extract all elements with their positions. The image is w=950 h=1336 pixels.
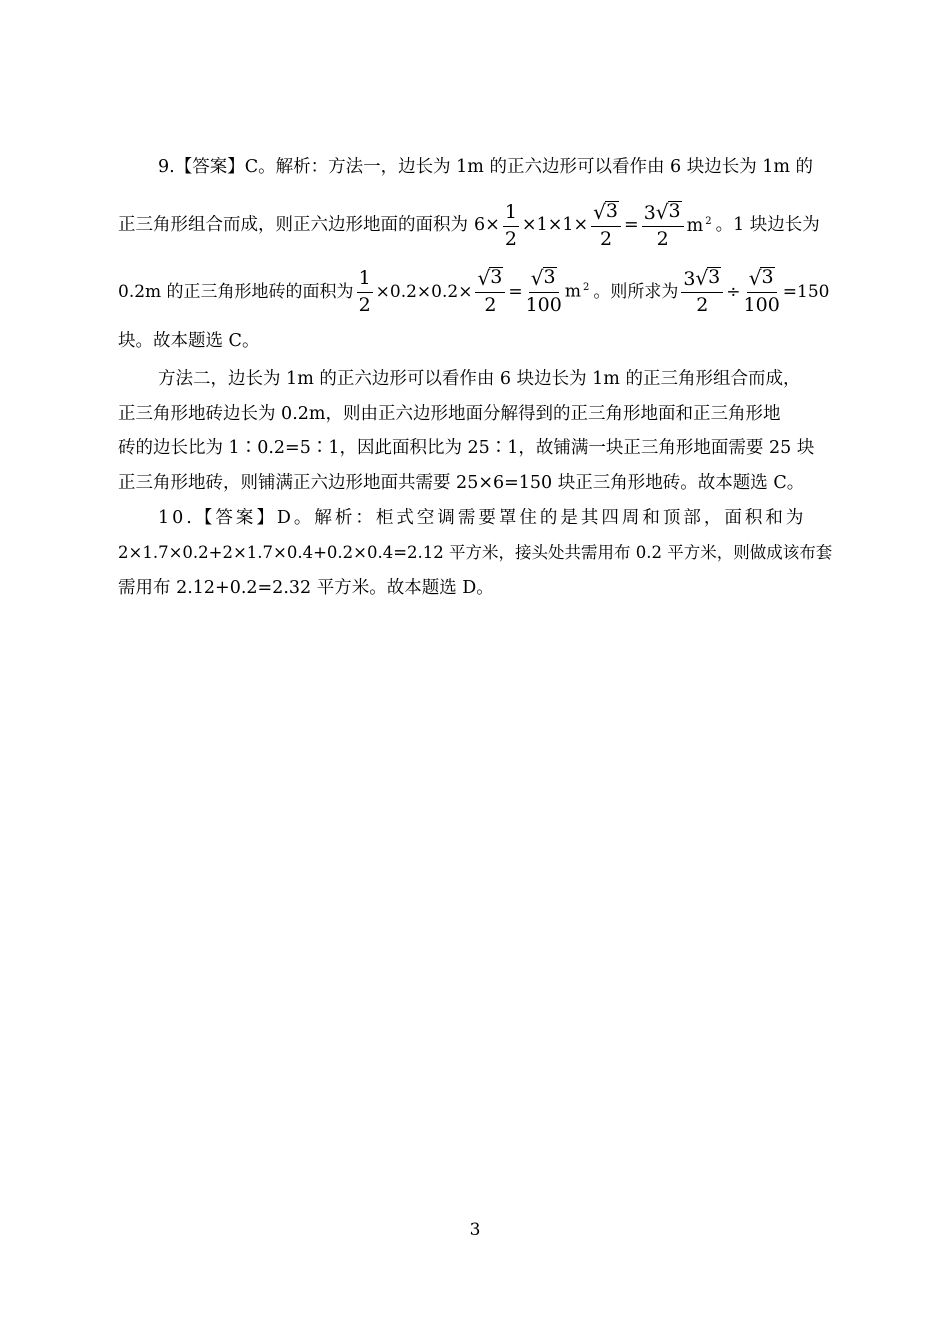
page-number: 3	[469, 1220, 481, 1240]
math-text: =	[508, 281, 523, 302]
q9-line-2	[118, 196, 832, 256]
fraction-sqrt3-over-100: √ 3 100	[525, 265, 562, 317]
sqrt-symbol: √ 3	[695, 265, 721, 290]
unit-square-meter: m $^2$	[564, 281, 590, 302]
math-text: ×0.2×0.2×	[375, 281, 473, 302]
fraction-3sqrt3-over-2: 3 √ 3 2	[681, 267, 723, 318]
math-text: 6×	[474, 215, 500, 236]
q10-line-3	[118, 580, 832, 598]
q9-line-6	[118, 406, 832, 424]
q9-line-1	[158, 159, 832, 177]
q9-text: 正三角形地砖，则铺满正六边形地面共需要 25×6=150 块正三角形地砖。故本题选 C。	[118, 473, 805, 493]
q9-text: 块。故本题选 C。	[118, 331, 260, 351]
math-text: =	[624, 215, 639, 236]
q9-line-7	[118, 440, 832, 458]
math-text: =150	[782, 281, 830, 302]
q10-line-1	[158, 510, 832, 528]
unit-square-meter: m $^2$	[686, 215, 712, 236]
fraction-sqrt3-over-2: √ 3 2	[475, 267, 505, 318]
q9-line-5	[158, 371, 832, 389]
sqrt-symbol: √ 3	[655, 199, 681, 224]
fraction-3sqrt3-over-2: 3 √ 3 2	[642, 201, 684, 252]
q9-text: 正三角形地砖边长为 0.2m，则由正六边形地面分解得到的正三角形地面和正三角形地	[118, 404, 781, 424]
math-text: ÷	[726, 281, 741, 302]
fraction-half: $\frac{1}{2}$	[358, 266, 371, 316]
q10-line-2	[118, 545, 832, 562]
sqrt-symbol: √ 3	[593, 199, 619, 224]
sqrt-symbol: √ 3	[477, 265, 503, 290]
q9-line-8	[118, 475, 832, 493]
q10-answer-heading: 10.【答案】D。解析：柜式空调需要罩住的是其四周和顶部，面积和为	[158, 508, 807, 528]
q9-text: 正三角形组合而成，则正六边形地面的面积为	[118, 215, 468, 236]
q9-answer-heading: 9.【答案】C。解析：方法一，边长为 1m 的正六边形可以看作由 6 块边长为 1m 的	[158, 157, 814, 177]
q10-text: 需用布 2.12+0.2=2.32 平方米。故本题选 D。	[118, 578, 494, 598]
sqrt-symbol: √ 3	[748, 265, 774, 290]
q9-text: 。则所求为	[593, 281, 679, 302]
q9-text: 砖的边长比为 1∶0.2=5∶1，因此面积比为 25∶1，故铺满一块正三角形地面需要 25 块	[118, 438, 815, 458]
q9-line-4	[118, 333, 832, 351]
q9-line-3	[118, 262, 832, 322]
fraction-sqrt3-over-2: √ 3 2	[591, 201, 621, 252]
math-text: ×1×1×	[521, 215, 589, 236]
q9-text: 方法二，边长为 1m 的正六边形可以看作由 6 块边长为 1m 的正三角形组合而成，	[158, 369, 801, 389]
q9-text: 0.2m 的正三角形地砖的面积为	[118, 281, 354, 302]
fraction-sqrt3-over-100: √ 3 100	[743, 265, 780, 317]
q10-text: 2×1.7×0.2+2×1.7×0.4+0.2×0.4=2.12 平方米，接头处共需用布 0.2 平方米，则做成该布套	[118, 543, 833, 562]
fraction-half: $\frac{1}{2}$	[504, 200, 517, 250]
sqrt-symbol: √ 3	[530, 265, 556, 290]
q9-text: 。1 块边长为	[715, 215, 820, 236]
